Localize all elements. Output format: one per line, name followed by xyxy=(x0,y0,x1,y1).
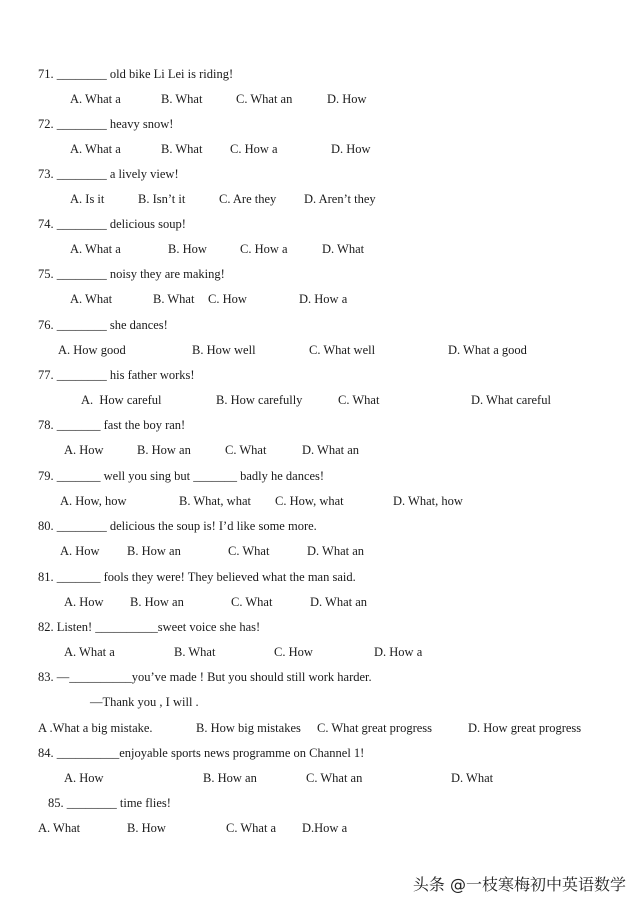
option-b: B. How an xyxy=(203,771,257,785)
option-d: D.How a xyxy=(302,821,348,835)
question-number: 85. xyxy=(48,796,64,810)
option-c: C. What an xyxy=(236,92,293,106)
option-c: C. What xyxy=(231,595,273,609)
option-c: C. What an xyxy=(306,771,363,785)
question-81 xyxy=(38,569,356,585)
question-79 xyxy=(38,468,324,484)
option-c: C. What xyxy=(338,393,380,407)
question-stem: _______ fast the boy ran! xyxy=(56,418,186,432)
question-77 xyxy=(38,367,195,383)
option-d: D. What an xyxy=(307,544,365,558)
question-stem: ________ a lively view! xyxy=(56,167,179,181)
option-b: B. How xyxy=(127,821,166,835)
option-d: D. How a xyxy=(374,645,423,659)
option-a: A. Is it xyxy=(70,192,105,206)
question-number: 72. xyxy=(38,117,54,131)
option-c: C. How a xyxy=(230,142,278,156)
question-stem: Listen! __________sweet voice she has! xyxy=(56,620,261,634)
option-b: B. How an xyxy=(127,544,181,558)
question-number: 80. xyxy=(38,519,54,533)
question-number: 75. xyxy=(38,267,54,281)
option-b: B. What xyxy=(161,142,203,156)
option-b: B. How carefully xyxy=(216,393,303,407)
question-number: 74. xyxy=(38,217,54,231)
question-76 xyxy=(38,317,168,333)
option-b: B. How an xyxy=(130,595,184,609)
question-stem: _______ fools they were! They believed what the man said. xyxy=(56,570,356,584)
option-c: C. What a xyxy=(226,821,277,835)
question-number: 77. xyxy=(38,368,54,382)
question-73 xyxy=(38,166,179,182)
option-a: A. What a xyxy=(64,645,115,659)
option-b: B. How well xyxy=(192,343,256,357)
question-number: 71. xyxy=(38,67,54,81)
question-85 xyxy=(48,795,171,811)
question-74 xyxy=(38,216,186,232)
option-c: C. How a xyxy=(240,242,288,256)
option-b: B. Isn’t it xyxy=(138,192,186,206)
option-d: D. What, how xyxy=(393,494,463,508)
option-c: C. How xyxy=(274,645,313,659)
question-84 xyxy=(38,745,364,761)
option-c: C. How xyxy=(208,292,247,306)
question-stem: ________ his father works! xyxy=(56,368,195,382)
dialogue-reply: —Thank you , I will . xyxy=(90,695,199,709)
option-c: C. How, what xyxy=(275,494,344,508)
option-c: C. What great progress xyxy=(317,721,433,735)
option-d: D. What xyxy=(322,242,365,256)
question-stem: —__________you’ve made ! But you should still work harder. xyxy=(56,670,372,684)
option-d: D. How xyxy=(327,92,367,106)
option-b: B. What xyxy=(174,645,216,659)
question-stem: ________ she dances! xyxy=(56,318,168,332)
option-a: A. How xyxy=(64,771,104,785)
option-a: A. What xyxy=(70,292,113,306)
question-stem: _______ well you sing but _______ badly he dances! xyxy=(56,469,325,483)
option-a: A. What a xyxy=(70,242,121,256)
option-a: A. What a xyxy=(70,142,121,156)
question-stem: ________ delicious soup! xyxy=(56,217,186,231)
question-number: 83. xyxy=(38,670,54,684)
option-a: A. How careful xyxy=(81,393,162,407)
option-b: B. What xyxy=(153,292,195,306)
question-number: 73. xyxy=(38,167,54,181)
option-d: D. How a xyxy=(299,292,348,306)
option-c: C. What well xyxy=(309,343,376,357)
option-a: A. How, how xyxy=(60,494,127,508)
question-75 xyxy=(38,266,225,282)
option-b: B. How big mistakes xyxy=(196,721,301,735)
option-d: D. How xyxy=(331,142,371,156)
question-number: 76. xyxy=(38,318,54,332)
question-78 xyxy=(38,417,185,433)
question-stem: ________ old bike Li Lei is riding! xyxy=(56,67,234,81)
question-number: 78. xyxy=(38,418,54,432)
question-number: 82. xyxy=(38,620,54,634)
option-a: A .What a big mistake. xyxy=(38,721,153,735)
option-a: A. What xyxy=(38,821,81,835)
question-82 xyxy=(38,619,260,635)
question-number: 84. xyxy=(38,746,54,760)
option-b: B. How xyxy=(168,242,207,256)
option-b: B. What xyxy=(161,92,203,106)
question-number: 81. xyxy=(38,570,54,584)
question-72 xyxy=(38,116,173,132)
question-stem: ________ heavy snow! xyxy=(56,117,174,131)
option-c: C. What xyxy=(225,443,267,457)
question-83 xyxy=(38,669,372,685)
option-a: A. How good xyxy=(58,343,126,357)
question-80 xyxy=(38,518,317,534)
question-stem: ________ time flies! xyxy=(66,796,171,810)
option-d: D. What xyxy=(451,771,494,785)
option-c: C. Are they xyxy=(219,192,277,206)
question-stem: __________enjoyable sports news programme on Channel 1! xyxy=(56,746,365,760)
question-71 xyxy=(38,66,233,82)
option-d: D. What a good xyxy=(448,343,527,357)
question-number: 79. xyxy=(38,469,54,483)
option-d: D. What an xyxy=(310,595,368,609)
option-d: D. What careful xyxy=(471,393,551,407)
option-d: D. Aren’t they xyxy=(304,192,376,206)
option-a: A. How xyxy=(64,595,104,609)
option-b: B. How an xyxy=(137,443,191,457)
option-b: B. What, what xyxy=(179,494,251,508)
option-a: A. How xyxy=(64,443,104,457)
option-a: A. How xyxy=(60,544,100,558)
option-d: D. What an xyxy=(302,443,360,457)
watermark: 头条 @一枝寒梅初中英语数学 xyxy=(412,875,626,894)
question-stem: ________ noisy they are making! xyxy=(56,267,225,281)
option-c: C. What xyxy=(228,544,270,558)
option-d: D. How great progress xyxy=(468,721,582,735)
option-a: A. What a xyxy=(70,92,121,106)
question-stem: ________ delicious the soup is! I’d like some more. xyxy=(56,519,317,533)
